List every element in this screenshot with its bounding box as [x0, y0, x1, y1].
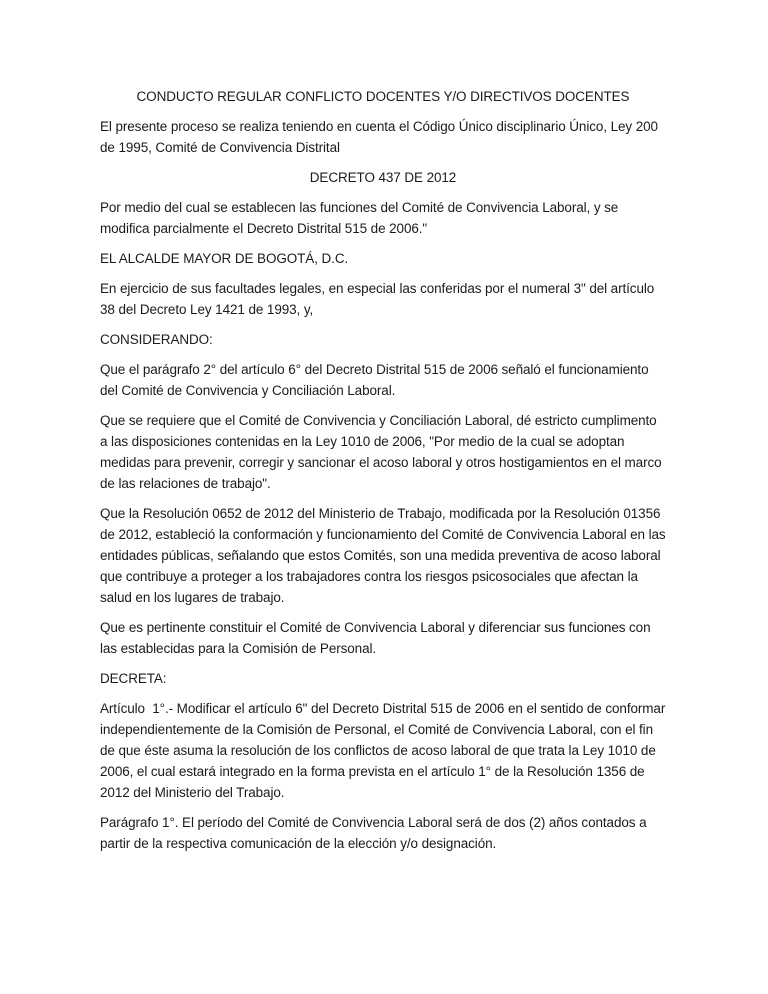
- paragrafo-1-paragraph: Parágrafo 1°. El período del Comité de Convivencia Laboral será de dos (2) años contados a partir de la respectiva comunicación de la elección y/o designación.: [100, 815, 651, 851]
- decreta-heading: DECRETA:: [100, 671, 167, 686]
- intro-paragraph: El presente proceso se realiza teniendo en cuenta el Código Único disciplinario Único, Ley 200 de 1995, Comité de Convivencia Distrital: [100, 119, 662, 155]
- decree-number-heading: DECRETO 437 DE 2012: [309, 170, 457, 185]
- considerando-paragraph-2: Que se requiere que el Comité de Convivencia y Conciliación Laboral, dé estricto cumplimento a las disposiciones contenidas en la Ley 1010 de 2006, "Por medio de la cual se adoptan medidas para prevenir, corregir y sancionar el acoso laboral y otros hostigamientos en el marco de las relaciones de trabajo".: [100, 413, 666, 491]
- document-content: [100, 86, 670, 863]
- document-title: CONDUCTO REGULAR CONFLICTO DOCENTES Y/O DIRECTIVOS DOCENTES: [136, 89, 630, 104]
- alcalde-heading: EL ALCALDE MAYOR DE BOGOTÁ, D.C.: [100, 251, 349, 266]
- considerando-paragraph-1: Que el parágrafo 2° del artículo 6° del Decreto Distrital 515 de 2006 señaló el funcionamiento del Comité de Convivencia y Conciliación Laboral.: [100, 362, 653, 398]
- articulo-1-paragraph: Artículo 1°.- Modificar el artículo 6" del Decreto Distrital 515 de 2006 en el sentido de conformar independientemente de la Comisión de Personal, el Comité de Convivencia Laboral, con el fin de que éste asuma la resolución de los conflictos de acoso laboral de que trata la Ley 1010 de 2006, el cual estará integrado en la forma prevista en el artículo 1° de la Resolución 1356 de 2012 del Ministerio del Trabajo.: [100, 701, 669, 800]
- considerando-paragraph-4: Que es pertinente constituir el Comité de Convivencia Laboral y diferenciar sus funciones con las establecidas para la Comisión de Personal.: [100, 620, 655, 656]
- legal-basis-paragraph: En ejercicio de sus facultades legales, en especial las conferidas por el numeral 3" del artículo 38 del Decreto Ley 1421 de 1993, y,: [100, 281, 658, 317]
- considerando-heading: CONSIDERANDO:: [100, 332, 213, 347]
- considerando-paragraph-3: Que la Resolución 0652 de 2012 del Ministerio de Trabajo, modificada por la Resolución 01356 de 2012, estableció la conformación y funcionamiento del Comité de Convivencia Laboral en las entidades públicas, señalando que estos Comités, son una medida preventiva de acoso laboral que contribuye a proteger a los trabajadores contra los riesgos psicosociales que afectan la salud en los lugares de trabajo.: [100, 506, 670, 605]
- decree-summary-paragraph: Por medio del cual se establecen las funciones del Comité de Convivencia Laboral, y se modifica parcialmente el Decreto Distrital 515 de 2006.": [100, 200, 622, 236]
